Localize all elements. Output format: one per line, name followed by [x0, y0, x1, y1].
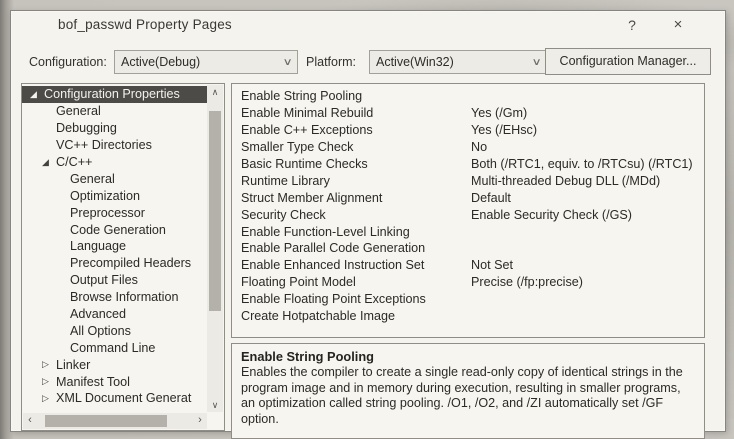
tree-item[interactable] [22, 120, 207, 137]
expanded-arrow-icon[interactable]: ◢ [42, 156, 49, 167]
platform-dropdown[interactable] [369, 50, 547, 74]
property-value: Precise (/fp:precise) [471, 275, 583, 290]
chevron-down-icon: ∨ [282, 56, 293, 68]
tree-item[interactable] [22, 86, 207, 103]
property-name: Enable Enhanced Instruction Set [241, 258, 425, 273]
property-value: Yes (/EHsc) [471, 123, 538, 138]
tree-item-label: Advanced [70, 307, 127, 322]
property-name: Runtime Library [241, 173, 330, 188]
tree-item-label: General [70, 171, 115, 186]
property-row[interactable] [232, 105, 704, 122]
tree-item[interactable] [22, 373, 207, 390]
configuration-dropdown-value: Active(Debug) [121, 55, 201, 69]
tree-item-label: Debugging [56, 121, 117, 136]
tree-item[interactable] [22, 322, 207, 339]
property-row[interactable] [232, 223, 704, 240]
tree-item[interactable] [22, 390, 207, 407]
tree-item[interactable] [22, 306, 207, 323]
configuration-toolbar [11, 47, 725, 79]
property-row[interactable] [232, 291, 704, 308]
tree-item[interactable] [22, 255, 207, 272]
property-row[interactable] [232, 257, 704, 274]
tree-item[interactable] [22, 221, 207, 238]
settings-tree-panel [21, 83, 225, 431]
close-icon[interactable]: × [673, 16, 683, 33]
property-value: Yes (/Gm) [471, 106, 528, 121]
tree-item-label: C/C++ [56, 155, 93, 169]
tree-item[interactable] [22, 187, 207, 204]
property-row[interactable] [232, 308, 704, 325]
property-description-panel [231, 343, 705, 439]
scroll-left-icon[interactable]: ‹ [28, 414, 32, 426]
tree-item[interactable] [22, 238, 207, 255]
property-name: Floating Point Model [241, 275, 356, 290]
tree-item-label: Manifest Tool [56, 374, 130, 389]
property-value: Not Set [471, 258, 513, 273]
property-name: Create Hotpatchable Image [241, 309, 396, 324]
tree-item-label: Output Files [70, 273, 138, 288]
scroll-right-icon[interactable]: › [198, 414, 202, 426]
property-row[interactable] [232, 206, 704, 223]
tree-item-label: VC++ Directories [56, 138, 152, 153]
tree-item[interactable] [22, 170, 207, 187]
property-value: Both (/RTC1, equiv. to /RTCsu) (/RTC1) [471, 157, 693, 171]
property-row[interactable] [232, 122, 704, 139]
configuration-manager-button[interactable]: Configuration Manager... [545, 48, 711, 75]
tree-item-label: Code Generation [70, 222, 166, 237]
collapsed-arrow-icon[interactable]: ▷ [42, 376, 49, 387]
property-value: Enable Security Check (/GS) [471, 207, 632, 222]
property-value: Default [471, 190, 511, 205]
property-value: No [471, 140, 488, 155]
property-name: Enable Floating Point Exceptions [241, 292, 426, 307]
property-row[interactable] [232, 189, 704, 206]
tree-item-label: XML Document Generat [56, 391, 192, 406]
tree-item[interactable] [22, 204, 207, 221]
vertical-scroll-thumb[interactable] [209, 111, 221, 311]
property-name: Enable Parallel Code Generation [241, 241, 426, 256]
property-name: Basic Runtime Checks [241, 157, 368, 171]
tree-item-label: Optimization [70, 188, 140, 203]
property-value: Multi-threaded Debug DLL (/MDd) [471, 173, 661, 188]
tree-item[interactable] [22, 137, 207, 154]
tree-item-label: General [56, 104, 101, 119]
property-row[interactable] [232, 156, 704, 173]
tree-item-label: Preprocessor [70, 205, 145, 220]
property-name: Enable String Pooling [241, 89, 363, 104]
platform-label: Platform: [306, 55, 357, 69]
description-body: Enables the compiler to create a single read-only copy of identical strings in the program image and in memory during execution, resulting in smaller programs, an optimization called string pooling. /O1, /O2, and /ZI automatically set /GF option. [241, 365, 683, 426]
tree-item-label: Linker [56, 357, 91, 372]
scroll-down-icon[interactable]: ∨ [211, 400, 219, 410]
property-name: Security Check [241, 207, 326, 222]
configuration-dropdown[interactable] [114, 50, 298, 74]
tree-item-label: Configuration Properties [44, 87, 180, 102]
description-title: Enable String Pooling [241, 349, 374, 364]
tree-items [22, 86, 207, 407]
configuration-label: Configuration: [29, 55, 107, 69]
dialog-title: bof_passwd Property Pages [58, 17, 232, 32]
tree-item[interactable] [22, 154, 207, 171]
tree-item-label: Precompiled Headers [70, 256, 192, 271]
tree-vertical-scrollbar[interactable] [207, 85, 223, 412]
tree-item[interactable] [22, 103, 207, 120]
property-name: Struct Member Alignment [241, 190, 383, 205]
property-name: Enable Minimal Rebuild [241, 106, 374, 121]
property-name: Enable C++ Exceptions [241, 123, 373, 138]
property-name: Enable Function-Level Linking [241, 224, 410, 239]
scroll-up-icon[interactable]: ∧ [211, 87, 219, 97]
chevron-down-icon: ∨ [531, 56, 542, 68]
property-row[interactable] [232, 139, 704, 156]
title-bar[interactable] [11, 11, 725, 41]
property-pages-dialog [10, 10, 726, 432]
property-rows [232, 88, 704, 324]
property-grid [231, 83, 705, 338]
property-name: Smaller Type Check [241, 140, 354, 155]
tree-item[interactable] [22, 339, 207, 356]
tree-item-label: All Options [70, 323, 131, 338]
tree-horizontal-scrollbar[interactable] [23, 413, 207, 429]
collapsed-arrow-icon[interactable]: ▷ [42, 392, 49, 403]
tree-item[interactable] [22, 272, 207, 289]
help-icon[interactable]: ? [628, 17, 636, 33]
property-row[interactable] [232, 274, 704, 291]
property-row[interactable] [232, 172, 704, 189]
expanded-arrow-icon[interactable]: ◢ [30, 88, 37, 99]
tree-item-label: Browse Information [70, 290, 179, 305]
platform-dropdown-value: Active(Win32) [376, 55, 454, 69]
tree-item[interactable] [22, 289, 207, 306]
property-row[interactable] [232, 240, 704, 257]
tree-item[interactable] [22, 356, 207, 373]
tree-item-label: Language [70, 239, 127, 254]
property-row[interactable] [232, 88, 704, 105]
horizontal-scroll-thumb[interactable] [45, 415, 167, 427]
collapsed-arrow-icon[interactable]: ▷ [42, 359, 49, 370]
tree-item-label: Command Line [70, 340, 156, 355]
